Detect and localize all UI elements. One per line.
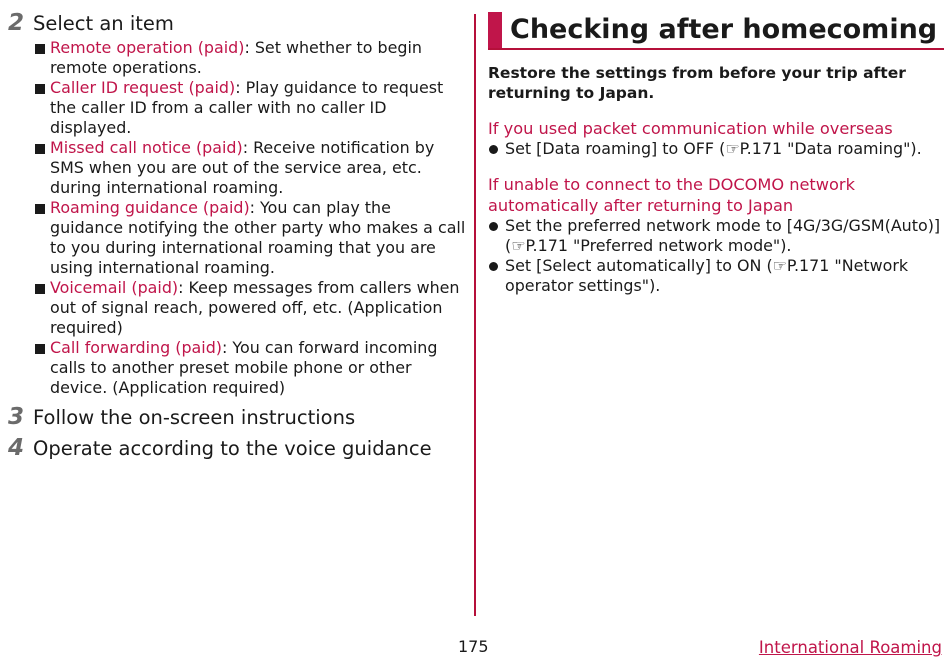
option-desc: : You can forward incoming calls to another preset mobile phone or other device. (Application required): [50, 338, 438, 397]
subheading-docomo-network: If unable to connect to the DOCOMO network automatically after returning to Japan: [488, 175, 855, 215]
column-divider: [474, 14, 476, 616]
square-bullet-icon: [35, 344, 45, 354]
right-column: [488, 12, 944, 296]
option-missed-call-notice: [34, 138, 466, 198]
step-2-number: 2: [8, 10, 25, 36]
option-term: Roaming guidance (paid): [50, 198, 250, 217]
option-term: Missed call notice (paid): [50, 138, 243, 157]
option-desc: : Play guidance to request the caller ID from a caller with no caller ID displayed.: [50, 78, 444, 137]
step-4-number: 4: [8, 435, 25, 461]
option-term: Caller ID request (paid): [50, 78, 236, 97]
subheading-packet-communication: If you used packet communication while overseas: [488, 119, 893, 138]
round-bullet-icon: [489, 145, 498, 154]
step-2-title: Select an item: [33, 12, 174, 35]
option-desc: : Set whether to begin remote operations.: [50, 38, 422, 77]
section-link-international-roaming[interactable]: International Roaming: [758, 638, 942, 657]
bullet-text: Set the preferred network mode to [4G/3G/GSM(Auto)] (☞P.171 "Preferred network mode").: [505, 216, 941, 255]
step-2: [8, 10, 466, 37]
intro-text: Restore the settings from before your trip after returning to Japan.: [488, 64, 906, 102]
square-bullet-icon: [35, 84, 45, 94]
list-item: [488, 139, 944, 159]
left-column: [8, 10, 466, 462]
bullet-list: [488, 139, 944, 159]
step-2-options: [8, 38, 466, 398]
option-voicemail: [34, 278, 466, 338]
option-term: Remote operation (paid): [50, 38, 245, 57]
step-3: [8, 404, 466, 431]
option-remote-operation: [34, 38, 466, 78]
square-bullet-icon: [35, 44, 45, 54]
step-3-number: 3: [8, 404, 25, 430]
list-item: [488, 256, 944, 296]
bullet-text: Set [Select automatically] to ON (☞P.171 "Network operator settings").: [505, 256, 909, 295]
step-4-title: Operate according to the voice guidance: [33, 437, 432, 460]
page-title: Checking after homecoming: [510, 14, 938, 45]
square-bullet-icon: [35, 284, 45, 294]
option-term: Voicemail (paid): [50, 278, 179, 297]
round-bullet-icon: [489, 262, 498, 271]
option-caller-id-request: [34, 78, 466, 138]
step-3-title: Follow the on-screen instructions: [33, 406, 356, 429]
square-bullet-icon: [35, 144, 45, 154]
page-number: 175: [458, 637, 489, 656]
bullet-list: [488, 216, 944, 296]
step-4: [8, 435, 466, 462]
list-item: [488, 216, 944, 256]
section-heading: [488, 12, 944, 50]
square-bullet-icon: [35, 204, 45, 214]
bullet-text: Set [Data roaming] to OFF (☞P.171 "Data roaming").: [505, 139, 922, 158]
option-desc: : You can play the guidance notifying the other party who makes a call to you during international roaming that you are using international roaming.: [50, 198, 466, 277]
option-term: Call forwarding (paid): [50, 338, 222, 357]
option-call-forwarding: [34, 338, 466, 398]
round-bullet-icon: [489, 222, 498, 231]
heading-accent-bar: [488, 12, 502, 48]
option-desc: : Keep messages from callers when out of signal reach, powered off, etc. (Application required): [50, 278, 460, 337]
option-desc: : Receive notification by SMS when you are out of the service area, etc. during international roaming.: [50, 138, 435, 197]
option-roaming-guidance: [34, 198, 466, 278]
